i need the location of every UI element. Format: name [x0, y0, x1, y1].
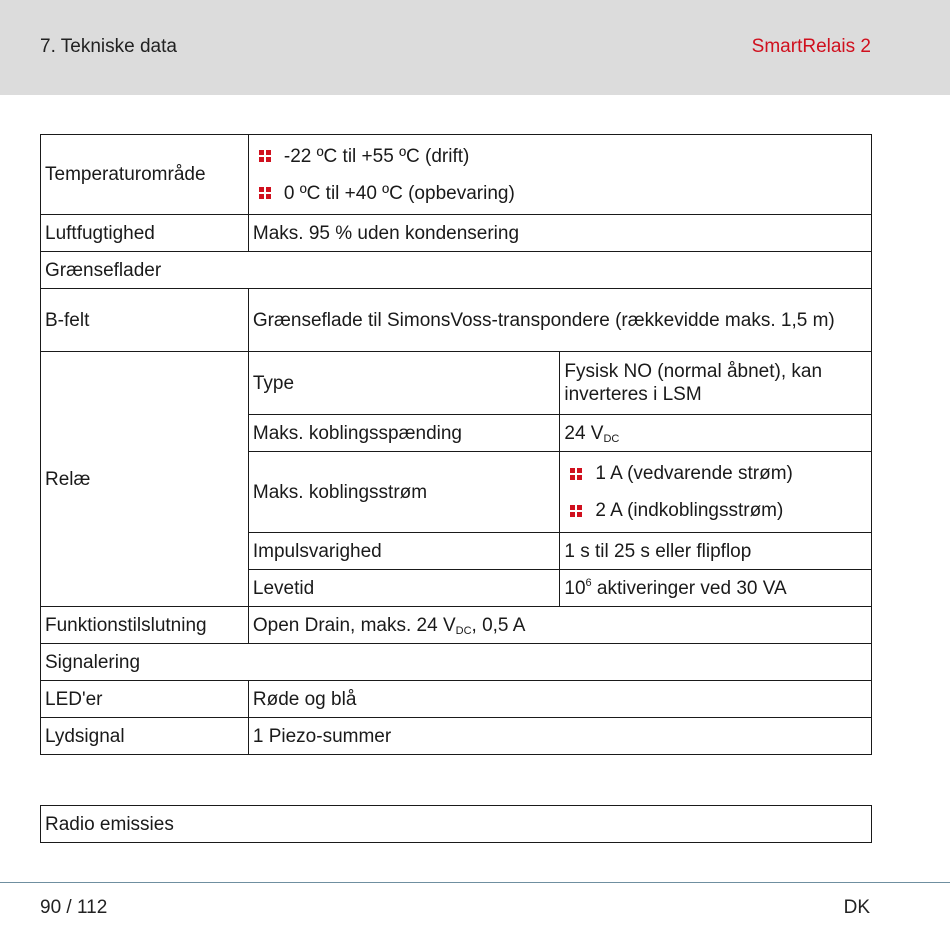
radio-emissions-label: Radio emissies — [41, 806, 872, 843]
table-row — [41, 352, 872, 415]
list-item: 1 A (vedvarende strøm) — [564, 455, 867, 492]
list-item: 2 A (indkoblingsstrøm) — [564, 492, 867, 529]
table-row — [41, 289, 872, 352]
leds-value: Røde og blå — [248, 681, 871, 718]
relay-voltage-value: 24 $V_{DC}$ — [560, 415, 872, 452]
relay-label: Relæ — [41, 352, 249, 607]
bfield-value: Grænseflade til SimonsVoss-transpondere (rækkevidde maks. 1,5 m) — [248, 289, 871, 352]
table-row — [41, 806, 872, 843]
radio-emissions-table — [40, 805, 872, 843]
function-label: Funktionstilslutning — [41, 607, 249, 644]
bullet-icon — [570, 468, 582, 480]
list-item: 0 ºC til +40 ºC (opbevaring) — [253, 175, 867, 212]
relay-current-values — [560, 452, 872, 533]
page-header — [0, 0, 950, 95]
bfield-label: B-felt — [41, 289, 249, 352]
leds-label: LED'er — [41, 681, 249, 718]
sound-label: Lydsignal — [41, 718, 249, 755]
relay-pulse-label: Impulsvarighed — [248, 533, 560, 570]
relay-type-value: Fysisk NO (normal åbnet), kan inverteres i LSM — [560, 352, 872, 415]
function-value: Open Drain, maks. 24 $V_{DC}$, 0,5 A — [248, 607, 871, 644]
bullet-icon — [259, 187, 271, 199]
table-row — [41, 718, 872, 755]
relay-lifetime-label: Levetid — [248, 570, 560, 607]
table-row — [41, 644, 872, 681]
bullet-icon — [259, 150, 271, 162]
page-number: 90 / 112 — [40, 897, 108, 918]
temperature-label: Temperaturområde — [41, 135, 249, 215]
humidity-value: Maks. 95 % uden kondensering — [248, 215, 871, 252]
table-row — [41, 252, 872, 289]
relay-type-label: Type — [248, 352, 560, 415]
humidity-label: Luftfugtighed — [41, 215, 249, 252]
sound-value: 1 Piezo-summer — [248, 718, 871, 755]
table-row — [41, 135, 872, 215]
temperature-values — [248, 135, 871, 215]
signaling-section: Signalering — [41, 644, 872, 681]
table-row — [41, 681, 872, 718]
technical-data-table — [40, 134, 872, 755]
chapter-title: 7. Tekniske data — [40, 36, 177, 57]
relay-voltage-label: Maks. koblingsspænding — [248, 415, 560, 452]
bullet-icon — [570, 505, 582, 517]
table-row — [41, 215, 872, 252]
relay-lifetime-value: $10^6$ aktiveringer ved 30 VA — [560, 570, 872, 607]
interfaces-section: Grænseflader — [41, 252, 872, 289]
relay-pulse-value: 1 s til 25 s eller flipflop — [560, 533, 872, 570]
list-item: -22 ºC til +55 ºC (drift) — [253, 138, 867, 175]
table-row — [41, 607, 872, 644]
language-code: DK — [843, 897, 870, 918]
relay-current-label: Maks. koblingsstrøm — [248, 452, 560, 533]
product-name: SmartRelais 2 — [751, 36, 871, 57]
footer-divider — [0, 882, 950, 883]
